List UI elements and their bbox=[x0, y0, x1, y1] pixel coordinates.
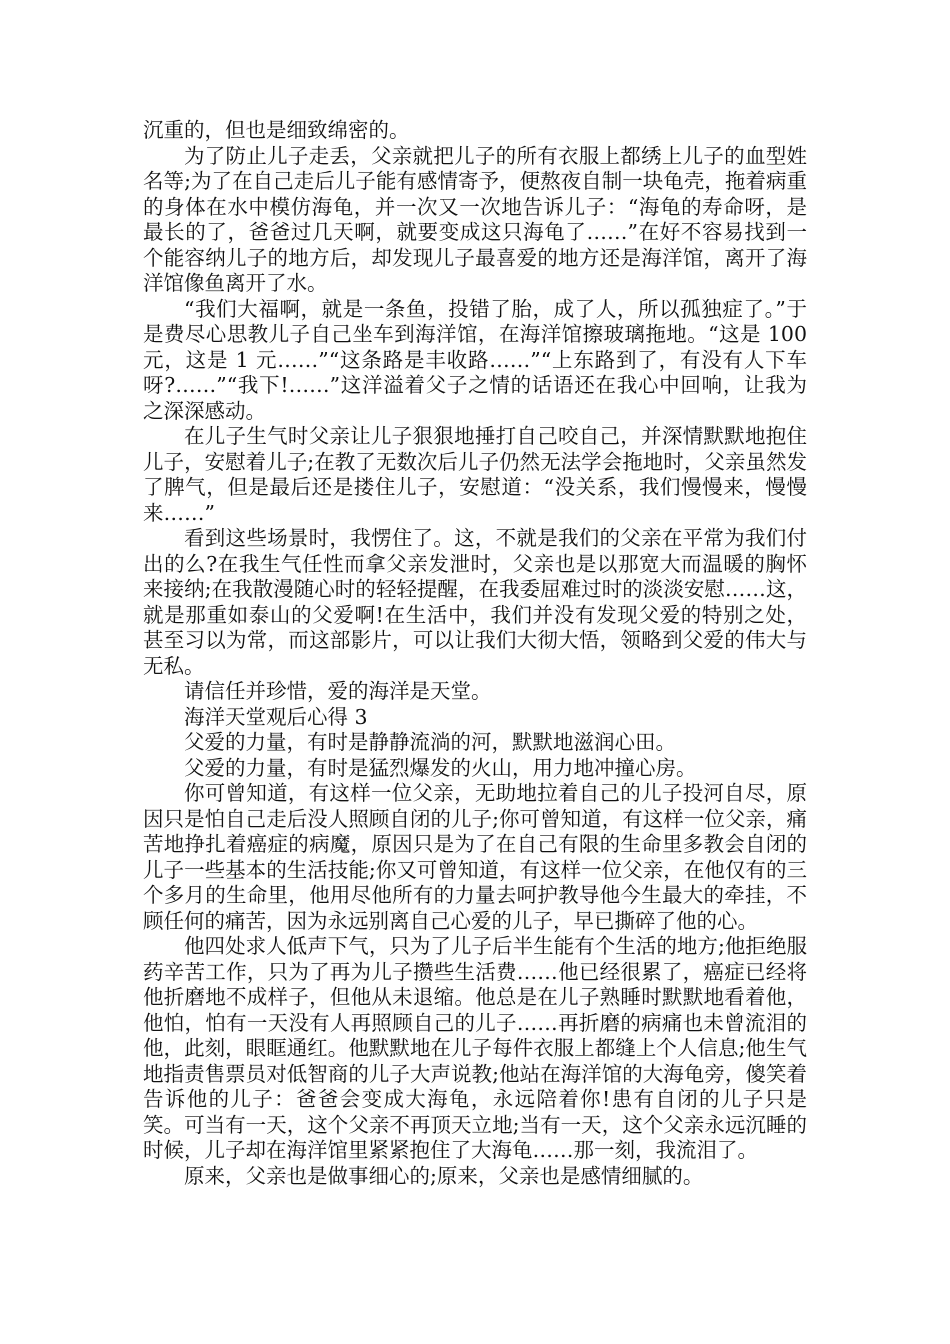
paragraph-11: 原来，父亲也是做事细心的;原来，父亲也是感情细腻的。 bbox=[184, 1163, 704, 1188]
section-heading: 海洋天堂观后心得 3 bbox=[184, 704, 368, 729]
paragraph-4: 在儿子生气时父亲让儿子狠狠地捶打自己咬自己，并深情默默地抱住儿子，安慰着儿子;在教了无数次后儿子仍然无法学会拖地时，父亲虽然发了脾气，但是最后还是搂住儿子，安慰道：“没关系，我们慢慢来，慢慢来……” bbox=[143, 424, 807, 525]
paragraph-7: 父爱的力量，有时是静静流淌的河，默默地滋润心田。 bbox=[184, 730, 676, 754]
paragraph-9: 你可曾知道，有这样一位父亲，无助地拉着自己的儿子投河自尽，原因只是怕自己走后没人照顾自闭的儿子;你可曾知道，有这样一位父亲，痛苦地挣扎着癌症的病魔，原因只是为了在自己有限的生命里多教会自闭的儿子一些基本的生活技能;你又可曾知道，有这样一位父亲，在他仅有的三个多月的生命里，他用尽他所有的力量去呵护教导他今生最大的牵挂，不顾任何的痛苦，因为永远别离自己心爱的儿子，早已撕碎了他的心。 bbox=[143, 781, 807, 933]
paragraph-1: 沉重的，但也是细致绵密的。 bbox=[143, 118, 410, 142]
document-page bbox=[143, 118, 807, 1189]
paragraph-3: “我们大福啊，就是一条鱼，投错了胎，成了人，所以孤独症了。”于是费尽心思教儿子自己坐车到海洋馆，在海洋馆擦玻璃拖地。“这是 100 元，这是 1 元……”“这条路是丰收路……”“上东路到了，有没有人下车呀?……”“我下!……”这洋溢着父子之情的话语还在我心中回响，让我为之深深感动。 bbox=[143, 296, 807, 423]
paragraph-8: 父爱的力量，有时是猛烈爆发的火山，用力地冲撞心房。 bbox=[184, 755, 697, 780]
paragraph-10: 他四处求人低声下气，只为了儿子后半生能有个生活的地方;他拒绝服药辛苦工作，只为了再为儿子攒些生活费……他已经很累了，癌症已经将他折磨地不成样子，但他从未退缩。他总是在儿子熟睡时默默地看着他，他怕，怕有一天没有人再照顾自己的儿子……再折磨的病痛也未曾流泪的他，此刻，眼眶通红。他默默地在儿子每件衣服上都缝上个人信息;他生气地指责售票员对低智商的儿子大声说教;他站在海洋馆的大海龟旁，傻笑着告诉他的儿子：爸爸会变成大海龟，永远陪着你!患有自闭的儿子只是笑。可当有一天，这个父亲不再顶天立地;当有一天，这个父亲永远沉睡的时候，儿子却在海洋馆里紧紧抱住了大海龟……那一刻，我流泪了。 bbox=[143, 934, 807, 1162]
paragraph-5: 看到这些场景时，我愣住了。这，不就是我们的父亲在平常为我们付出的么?在我生气任性而拿父亲发泄时，父亲也是以那宽大而温暖的胸怀来接纳;在我散漫随心时的轻轻提醒，在我委屈难过时的淡淡安慰……这，就是那重如泰山的父爱啊!在生活中，我们并没有发现父爱的特别之处，甚至习以为常，而这部影片，可以让我们大彻大悟，领略到父爱的伟大与无私。 bbox=[143, 526, 807, 678]
paragraph-6: 请信任并珍惜，爱的海洋是天堂。 bbox=[184, 679, 492, 703]
paragraph-2: 为了防止儿子走丢，父亲就把儿子的所有衣服上都绣上儿子的血型姓名等;为了在自己走后儿子能有感情寄予，便熬夜自制一块龟壳，拖着病重的身体在水中模仿海龟，并一次又一次地告诉儿子：“海龟的寿命呀，是最长的了，爸爸过几天啊，就要变成这只海龟了……”在好不容易找到一个能容纳儿子的地方后，却发现儿子最喜爱的地方还是海洋馆，离开了海洋馆像鱼离开了水。 bbox=[143, 143, 807, 295]
